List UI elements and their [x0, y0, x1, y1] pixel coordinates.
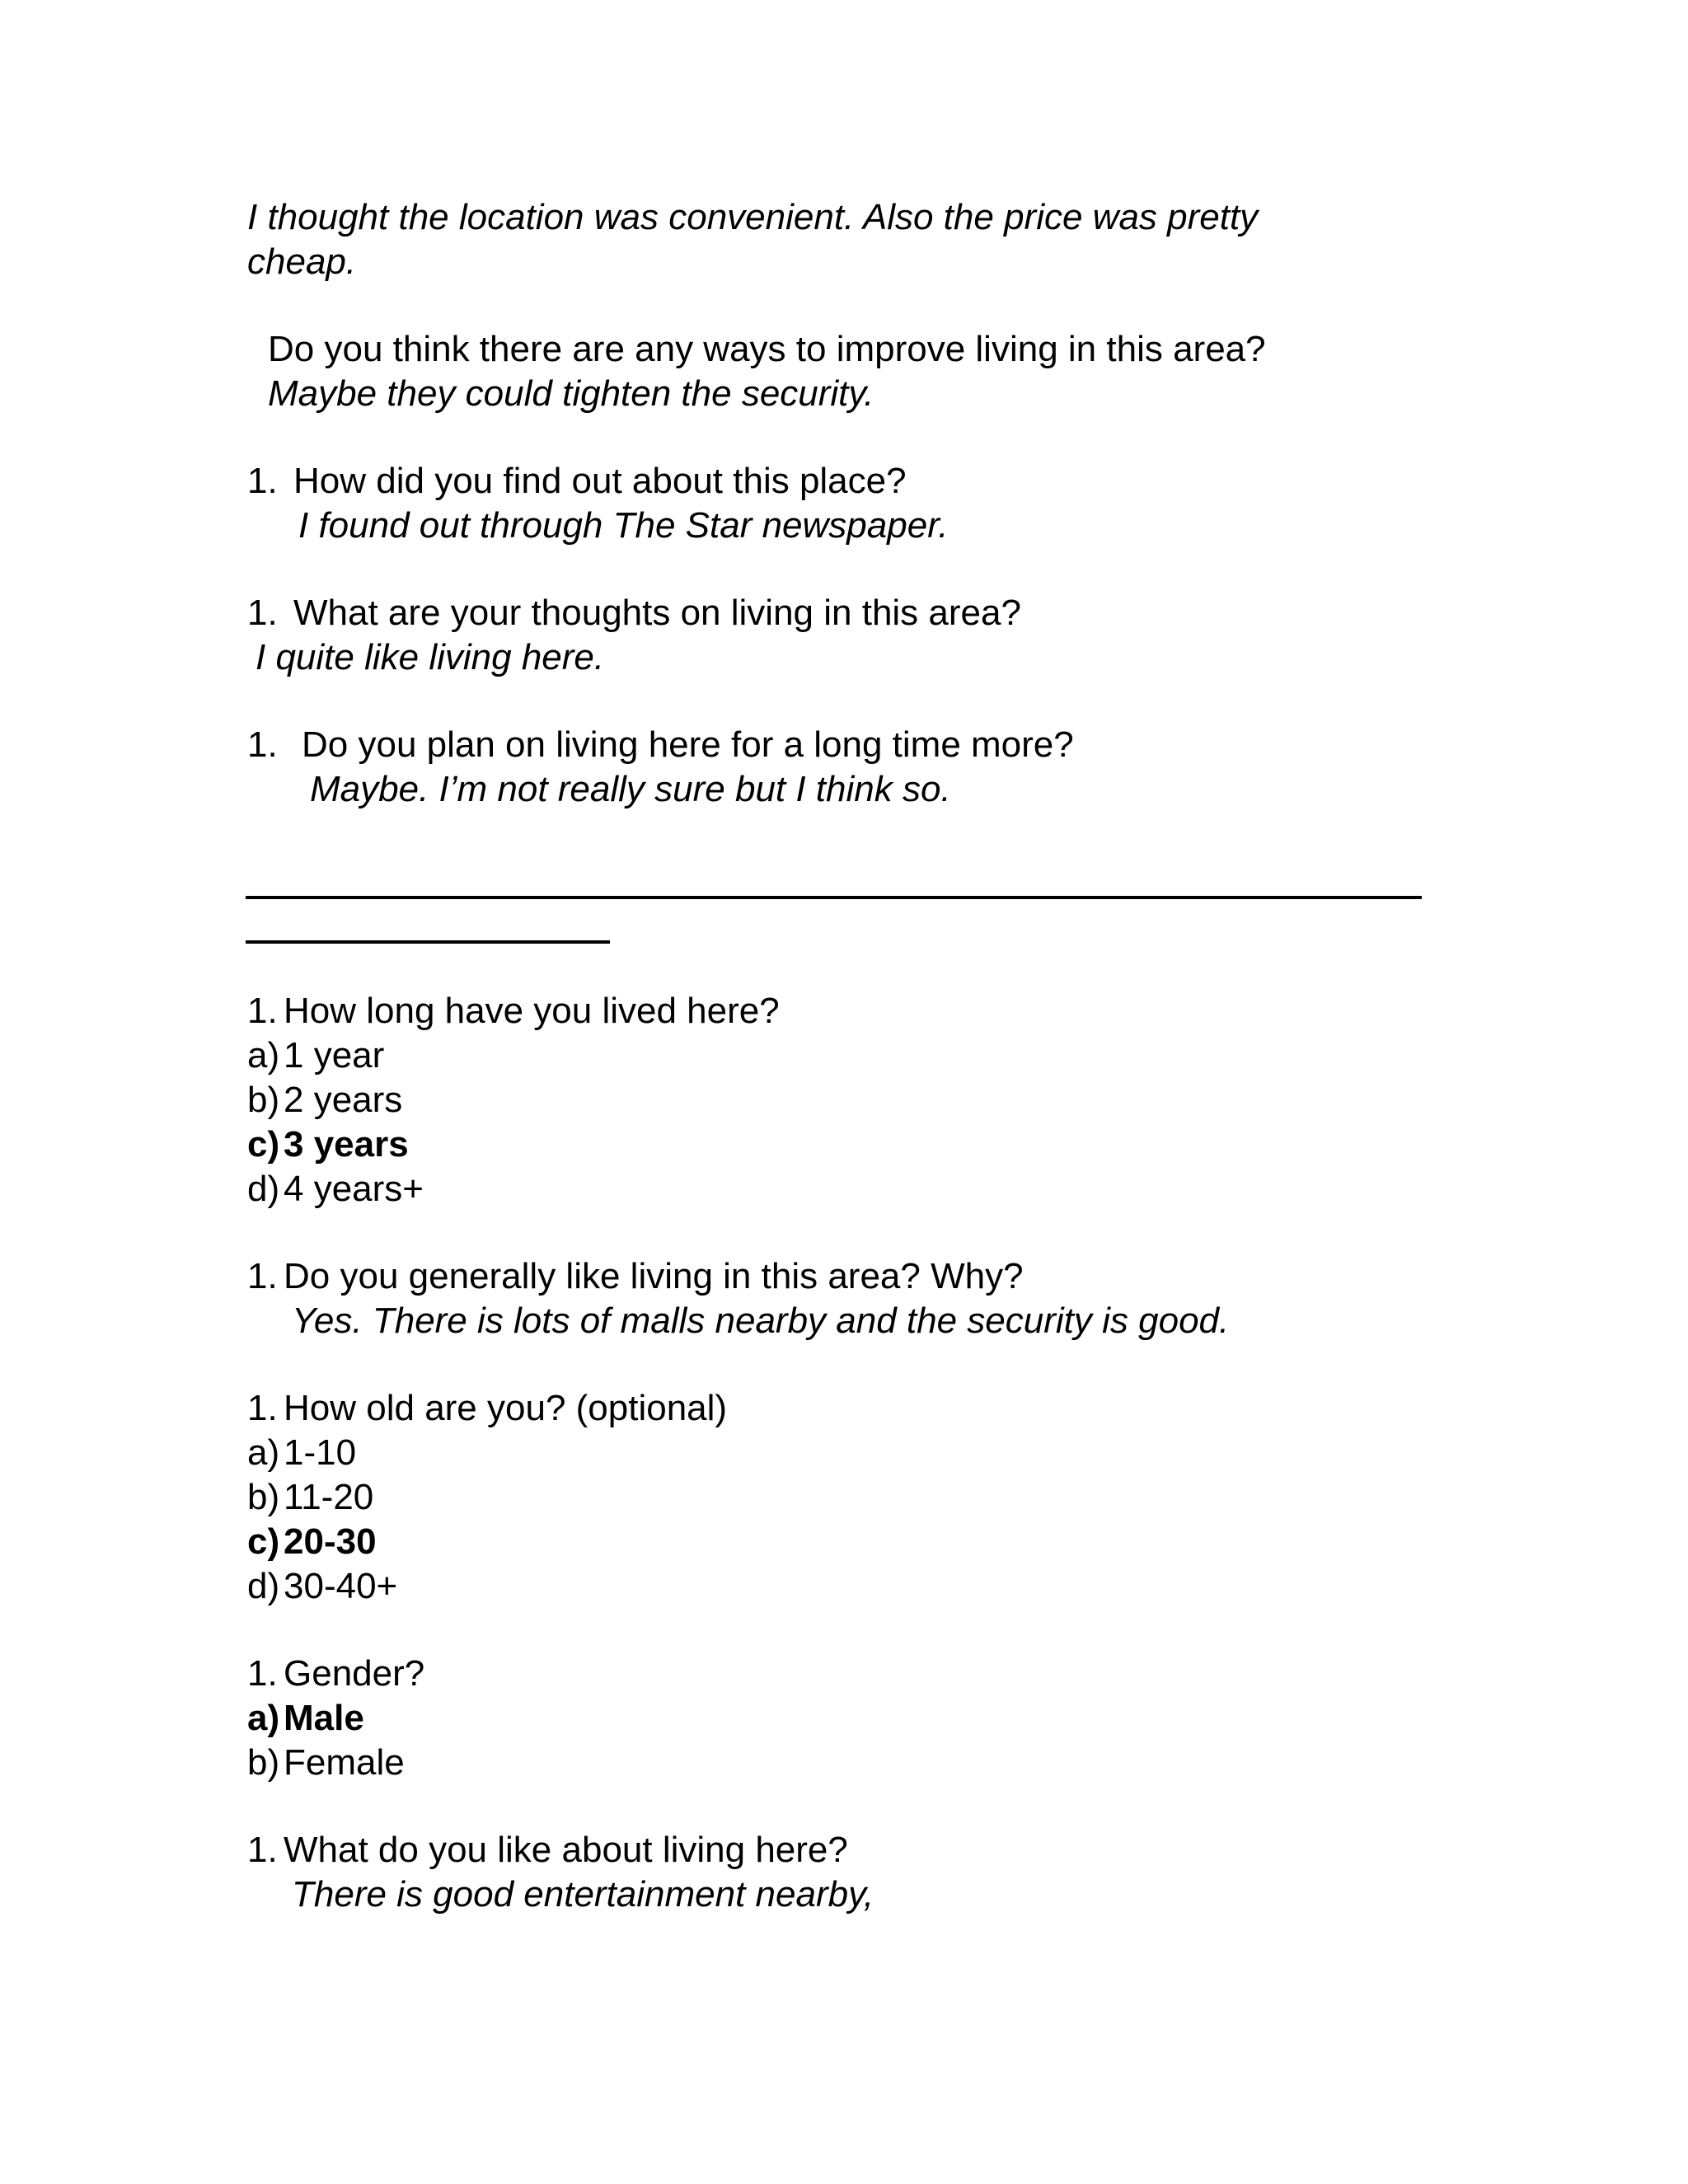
option-text: 4 years+ — [284, 1169, 424, 1209]
option-text: 3 years — [284, 1124, 409, 1165]
divider-line-short — [246, 940, 610, 944]
option-text: Female — [284, 1742, 405, 1783]
age-option-b — [247, 1475, 373, 1520]
age-question-row — [247, 1386, 727, 1431]
option-marker: a) — [247, 1432, 280, 1473]
how-long-question-row — [247, 989, 780, 1033]
option-marker: a) — [247, 1698, 280, 1738]
question-number: 1. — [247, 1653, 278, 1694]
option-marker: b) — [247, 1742, 280, 1783]
option-marker: b) — [247, 1080, 280, 1120]
intro-answer-line1: I thought the location was convenient. Also the price was pretty — [247, 197, 1259, 237]
divider-line-long — [246, 896, 1422, 899]
option-text: 2 years — [284, 1080, 403, 1120]
how-long-option-c-selected — [247, 1122, 409, 1167]
intro-answer-line2: cheap. — [247, 241, 357, 282]
what-like-question-row — [247, 1828, 848, 1872]
how-long-option-d — [247, 1167, 424, 1212]
how-long-question: How long have you lived here? — [284, 991, 780, 1031]
gender-question: Gender? — [284, 1653, 425, 1694]
find-out-question-row — [247, 459, 907, 504]
what-like-answer: There is good entertainment nearby, — [292, 1874, 874, 1915]
gender-option-a-selected — [247, 1696, 364, 1741]
find-out-question: How did you find out about this place? — [293, 461, 907, 501]
plan-question: Do you plan on living here for a long time more? — [302, 724, 1074, 765]
option-marker: b) — [247, 1477, 280, 1517]
question-number: 1. — [247, 461, 278, 501]
gender-question-row — [247, 1652, 424, 1696]
option-text: 20-30 — [284, 1521, 377, 1562]
age-option-c-selected — [247, 1520, 377, 1564]
like-question-row — [247, 1254, 1024, 1299]
thoughts-answer: I quite like living here. — [256, 637, 605, 677]
age-option-a — [247, 1431, 356, 1475]
option-text: 1-10 — [284, 1432, 357, 1473]
option-marker: a) — [247, 1035, 280, 1076]
question-number: 1. — [247, 724, 278, 765]
plan-question-row — [247, 723, 1074, 767]
question-number: 1. — [247, 1388, 278, 1428]
like-answer: Yes. There is lots of malls nearby and the security is good. — [292, 1301, 1230, 1341]
thoughts-question: What are your thoughts on living in this area? — [293, 593, 1021, 633]
age-question: How old are you? (optional) — [284, 1388, 728, 1428]
question-number: 1. — [247, 593, 278, 633]
option-text: 11-20 — [284, 1477, 374, 1517]
option-text: 30-40+ — [284, 1566, 398, 1606]
option-marker: d) — [247, 1566, 280, 1606]
gender-option-b — [247, 1741, 405, 1785]
like-question: Do you generally like living in this area? Why? — [284, 1256, 1024, 1296]
how-long-option-b — [247, 1078, 402, 1122]
plan-answer: Maybe. I’m not really sure but I think so. — [310, 769, 951, 809]
option-marker: c) — [247, 1521, 280, 1562]
how-long-option-a — [247, 1033, 384, 1078]
improve-question: Do you think there are any ways to improve living in this area? — [268, 329, 1266, 369]
improve-answer: Maybe they could tighten the security. — [268, 373, 874, 414]
question-number: 1. — [247, 1256, 278, 1296]
option-text: 1 year — [284, 1035, 385, 1076]
option-marker: c) — [247, 1124, 280, 1165]
what-like-question: What do you like about living here? — [284, 1830, 848, 1870]
question-number: 1. — [247, 1830, 278, 1870]
option-marker: d) — [247, 1169, 280, 1209]
find-out-answer: I found out through The Star newspaper. — [298, 505, 949, 546]
option-text: Male — [284, 1698, 364, 1738]
age-option-d — [247, 1564, 397, 1609]
question-number: 1. — [247, 991, 278, 1031]
thoughts-question-row — [247, 591, 1021, 635]
